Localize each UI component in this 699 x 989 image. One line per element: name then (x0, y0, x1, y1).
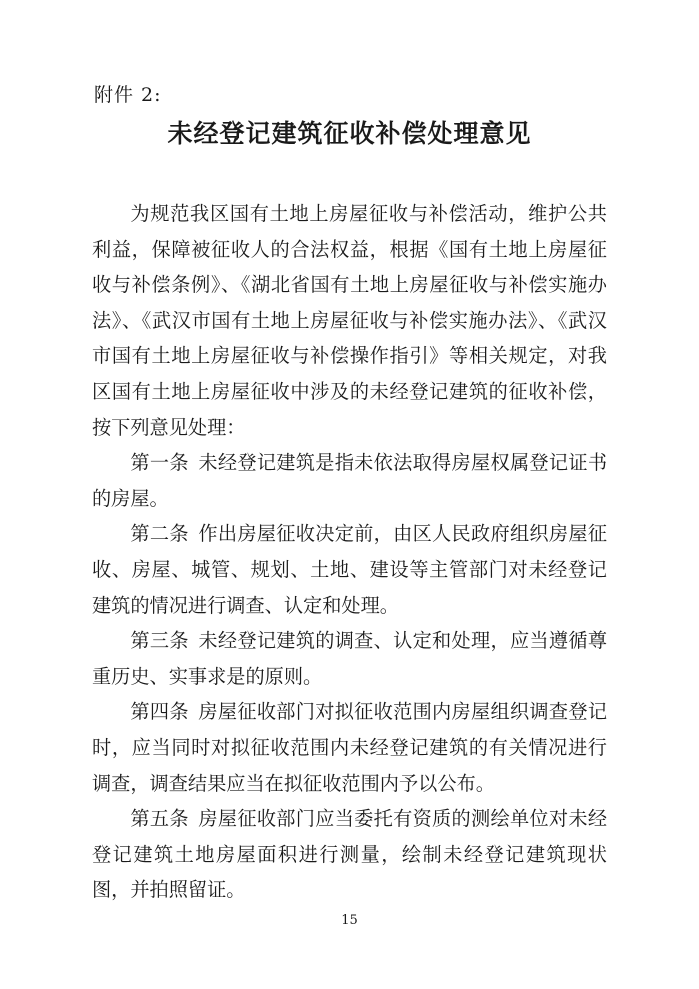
article-heading: 第二条 (130, 522, 189, 546)
article-heading: 第五条 (130, 807, 189, 831)
article-text: 房屋征收部门对拟征收范围内房屋组织调查登记时，应当同时对拟征收范围内未经登记建筑的有关情况进行调查，调查结果应当在拟征收范围内予以公布。 (92, 700, 608, 795)
article-3 (92, 623, 607, 694)
attachment-label: 附件 2: (94, 84, 162, 106)
document-title: 未经登记建筑征收补偿处理意见 (167, 119, 532, 148)
page-number: 15 (341, 913, 358, 928)
article-heading: 第四条 (130, 700, 189, 724)
article-2 (92, 516, 607, 623)
document-body (92, 196, 607, 908)
intro-paragraph: 为规范我区国有土地上房屋征收与补偿活动，维护公共利益，保障被征收人的合法权益，根据《国有土地上房屋征收与补偿条例》、《湖北省国有土地上房屋征收与补偿实施办法》、《武汉市国有土地上房屋征收与补偿实施办法》、《武汉市国有土地上房屋征收与补偿操作指引》等相关规定，对我区国有土地上房屋征收中涉及的未经登记建筑的征收补偿，按下列意见处理： (92, 202, 607, 439)
article-heading: 第一条 (130, 451, 189, 475)
article-text: 未经登记建筑的调查、认定和处理，应当遵循尊重历史、实事求是的原则。 (92, 629, 608, 688)
article-4 (92, 694, 607, 801)
article-5 (92, 801, 607, 908)
article-text: 作出房屋征收决定前，由区人民政府组织房屋征收、房屋、城管、规划、土地、建设等主管部门对未经登记建筑的情况进行调查、认定和处理。 (92, 522, 608, 617)
article-text: 未经登记建筑是指未依法取得房屋权属登记证书的房屋。 (92, 451, 608, 510)
article-1 (92, 445, 607, 516)
article-heading: 第三条 (130, 629, 189, 653)
article-text: 房屋征收部门应当委托有资质的测绘单位对未经登记建筑土地房屋面积进行测量，绘制未经登记建筑现状图，并拍照留证。 (92, 807, 608, 902)
